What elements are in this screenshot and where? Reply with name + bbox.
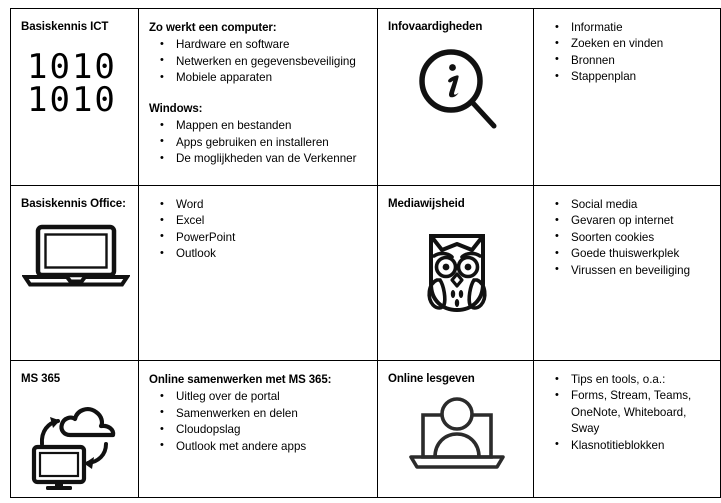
- binary-line-1: 1010: [27, 47, 117, 88]
- table-row: [11, 186, 721, 361]
- cell-ms365-details: [139, 361, 378, 498]
- list-item: • Apps gebruiken en installeren: [149, 135, 369, 151]
- cell-basiskennis-office: [11, 186, 139, 361]
- section-heading: Windows:: [149, 102, 203, 115]
- table-row: [11, 9, 721, 186]
- list-item: • Mappen en bestanden: [149, 118, 369, 134]
- list-item: • Word: [149, 197, 369, 213]
- binary-code-icon: [23, 45, 117, 120]
- list-item: • Outlook met andere apps: [149, 439, 369, 455]
- label-ms365: MS 365: [21, 373, 61, 385]
- skills-matrix-table: [10, 8, 721, 498]
- laptop-icon: [22, 222, 130, 288]
- icon-area-laptop: [21, 213, 130, 354]
- cell-mediawijsheid-details: [534, 186, 721, 361]
- cell-basiskennis-ict: [11, 9, 139, 186]
- list-item: • Klasnotitieblokken: [544, 438, 712, 454]
- section-heading: Online samenwerken met MS 365:: [149, 374, 332, 386]
- bullet-list: [544, 20, 712, 86]
- cell-mediawijsheid: [378, 186, 534, 361]
- bullet-list: [149, 37, 369, 86]
- list-item: • Bronnen: [544, 53, 712, 69]
- section-windows: [149, 87, 369, 168]
- list-item: • Samenwerken en delen: [149, 406, 369, 422]
- bullet-list: [544, 197, 712, 279]
- list-item: • Netwerken en gegevensbeveiliging: [149, 54, 369, 70]
- section-zo-werkt-een-computer: [149, 20, 369, 87]
- list-item: • Tips en tools, o.a.:: [544, 372, 712, 388]
- list-item: • Excel: [149, 213, 369, 229]
- cell-ict-details: [139, 9, 378, 186]
- list-item: • Virussen en beveiliging: [544, 263, 712, 279]
- list-item: • Goede thuiswerkplek: [544, 246, 712, 262]
- label-basiskennis-ict: Basiskennis ICT: [21, 21, 109, 33]
- cell-infovaardigheden-details: [534, 9, 721, 186]
- cell-online-lesgeven: [378, 361, 534, 498]
- icon-area-binary: [21, 36, 130, 179]
- list-item: • Informatie: [544, 20, 712, 36]
- label-mediawijsheid: Mediawijsheid: [388, 198, 465, 210]
- cell-online-lesgeven-details: [534, 361, 721, 498]
- icon-area-magnifier: [388, 36, 525, 179]
- list-item: • Social media: [544, 197, 712, 213]
- icon-area-cloud-sync: [21, 388, 130, 491]
- list-item: • Gevaren op internet: [544, 213, 712, 229]
- laptop-person-icon: [407, 397, 507, 471]
- list-item: • Zoeken en vinden: [544, 36, 712, 52]
- section-heading: Zo werkt een computer:: [149, 22, 277, 34]
- bullet-list: [149, 197, 369, 263]
- list-item: • Outlook: [149, 246, 369, 262]
- list-item: • Soorten cookies: [544, 230, 712, 246]
- cell-ms365: [11, 361, 139, 498]
- list-item: • Forms, Stream, Teams, OneNote, Whiteboard, Sway: [544, 388, 712, 437]
- label-basiskennis-office: Basiskennis Office:: [21, 198, 126, 210]
- label-infovaardigheden: Infovaardigheden: [388, 21, 483, 33]
- section-online-samenwerken: [149, 372, 369, 455]
- list-item: • PowerPoint: [149, 230, 369, 246]
- bullet-list: [149, 118, 369, 167]
- cell-infovaardigheden: [378, 9, 534, 186]
- icon-area-owl: [388, 213, 525, 354]
- table-row: [11, 361, 721, 498]
- magnifier-info-icon: [415, 45, 499, 131]
- label-online-lesgeven: Online lesgeven: [388, 373, 475, 385]
- list-item: • Hardware en software: [149, 37, 369, 53]
- list-item: • De moglijkheden van de Verkenner: [149, 151, 369, 167]
- list-item: • Mobiele apparaten: [149, 70, 369, 86]
- icon-area-laptop-person: [388, 388, 525, 491]
- cloud-sync-monitor-icon: [26, 397, 126, 491]
- cell-office-details: [139, 186, 378, 361]
- list-item: • Cloudopslag: [149, 422, 369, 438]
- bullet-list: [544, 372, 712, 454]
- list-item: • Uitleg over de portal: [149, 389, 369, 405]
- bullet-list: [149, 389, 369, 455]
- binary-line-2: 1010: [27, 79, 117, 120]
- owl-icon: [422, 222, 492, 314]
- list-item: • Stappenplan: [544, 69, 712, 85]
